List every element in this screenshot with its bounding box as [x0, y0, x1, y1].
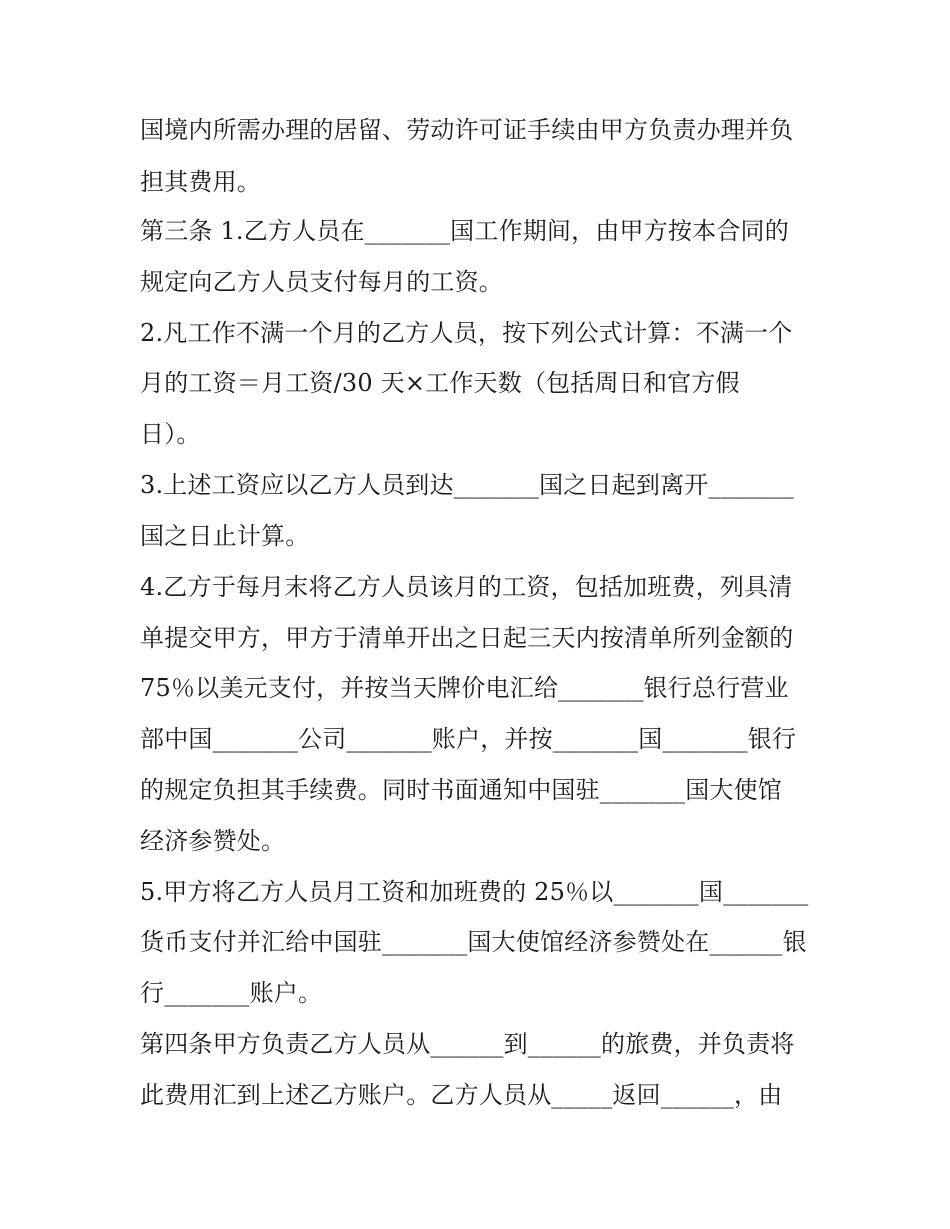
text-line: 75％以美元支付，并按当天牌价电汇给_______银行总行营业: [140, 674, 789, 702]
text-line: 3.上述工资应以乙方人员到达_______国之日起到离开_______: [140, 471, 794, 499]
text-line: 单提交甲方，甲方于清单开出之日起三天内按清单所列金额的: [140, 624, 794, 652]
text-line: 担其费用。: [140, 168, 261, 196]
text-line: 国境内所需办理的居留、劳动许可证手续由甲方负责办理并负: [140, 116, 794, 144]
text-line: 行_______账户。: [140, 979, 323, 1007]
text-line: 规定向乙方人员支付每月的工资。: [140, 268, 503, 296]
text-line: 此费用汇到上述乙方账户。乙方人员从_____返回______，由: [140, 1081, 783, 1109]
text-line: 国之日止计算。: [140, 522, 310, 550]
text-line: 2.凡工作不满一个月的乙方人员，按下列公式计算：不满一个: [140, 319, 793, 347]
text-line: 货币支付并汇给中国驻_______国大使馆经济参赞处在______银: [140, 928, 807, 956]
text-line: 的规定负担其手续费。同时书面通知中国驻_______国大使馆: [140, 776, 782, 804]
text-line: 部中国_______公司_______账户，并按_______国_______银行: [140, 725, 797, 753]
text-line: 第四条甲方负责乙方人员从______到______的旅费，并负责将: [140, 1030, 795, 1058]
text-line: 月的工资＝月工资/30 天×工作天数（包括周日和官方假: [140, 369, 740, 397]
text-line: 经济参赞处。: [140, 827, 286, 855]
text-line: 5.甲方将乙方人员月工资和加班费的 25％以_______国_______: [140, 878, 809, 906]
text-line: 4.乙方于每月末将乙方人员该月的工资，包括加班费，列具清: [140, 573, 793, 601]
text-line: 第三条 1.乙方人员在_______国工作期间，由甲方按本合同的: [140, 217, 789, 245]
text-line: 日）。: [140, 420, 201, 448]
